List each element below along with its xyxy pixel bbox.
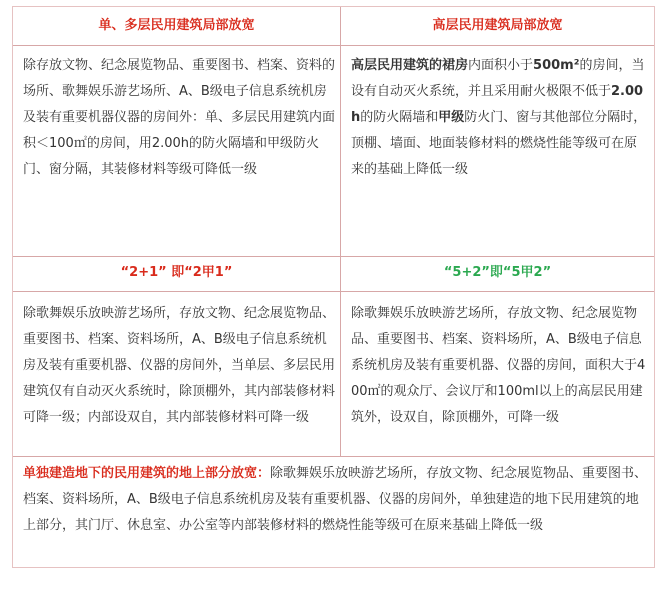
right-top-text-part: 的房间，当设有自动灭火系统，并且采用耐火极限不低于 <box>351 58 645 99</box>
right-top-text-part: 2.00h <box>351 84 644 125</box>
left-mid-cell: 除歌舞娱乐放映游艺场所，存放文物、纪念展览物品、重要图书、档案、资料场所，A、B级电子信息系统机房及装有重要机器、仪器的房间外，当单层、多层民用建筑仅有自动灭火系统时，除顶棚外，其内部装修材料可降一级；内部设双自，其内部装修材料可降一级 <box>23 306 336 425</box>
divider <box>13 456 654 457</box>
right-top-text-part: 防火门、窗与其他部位分隔时，顶棚、墙面、地面装修材料的燃烧性能等级可在原来的基础上降低一级 <box>351 110 647 177</box>
right-top-text-part: 的防火隔墙和 <box>360 110 439 125</box>
right-top-text-part: 内面积小于 <box>468 58 534 73</box>
divider <box>13 291 654 292</box>
comparison-table <box>12 6 655 568</box>
right-mid-cell: 除歌舞娱乐放映游艺场所，存放文物、纪念展览物品、重要图书、档案、资料场所，A、B级电子信息系统机房及装有重要机器、仪器的房间，面积大于400㎡的观众厅、会议厅和100ml以上的高层民用建筑外，设双自，除顶棚外，可降一级 <box>351 306 646 425</box>
bottom-text: 除歌舞娱乐放映游艺场所，存放文物、纪念展览物品、重要图书、档案、资料场所，A、B级电子信息系统机房及装有重要机器、仪器的房间外，单独建造的地下民用建筑的地上部分，其门厅、休息室、办公室等内部装修材料的燃烧性能等级可在原来基础上降低一级 <box>23 466 648 533</box>
divider <box>13 45 654 46</box>
right-top-text-part: 高层民用建筑的 <box>351 58 443 73</box>
left-top-cell: 除存放文物、纪念展览物品、重要图书、档案、资料的场所、歌舞娱乐游艺场所、A、B级电子信息系统机房及装有重要机器仪器的房间外：单、多层民用建筑内面积＜100㎡的房间，用2.00h的防火隔墙和甲级防火门、窗分隔，其装修材料等级可降低一级 <box>23 58 336 177</box>
bottom-cell <box>23 461 648 565</box>
bottom-title: 单独建造地下的民用建筑的地上部分放宽： <box>23 466 271 481</box>
header-right: 高层民用建筑局部放宽 <box>432 18 563 33</box>
mid-left-label: “2+1” 即“2甲1” <box>120 265 233 280</box>
header-left: 单、多层民用建筑局部放宽 <box>98 18 255 33</box>
right-top-cell <box>351 53 647 253</box>
divider <box>13 256 654 257</box>
right-top-text-part: 500m² <box>533 58 580 73</box>
mid-right-label: “5+2”即“5甲2” <box>443 265 552 280</box>
right-top-text-part: 甲级 <box>438 110 465 125</box>
divider <box>340 7 341 456</box>
right-top-text-part: 裙房 <box>442 58 469 73</box>
